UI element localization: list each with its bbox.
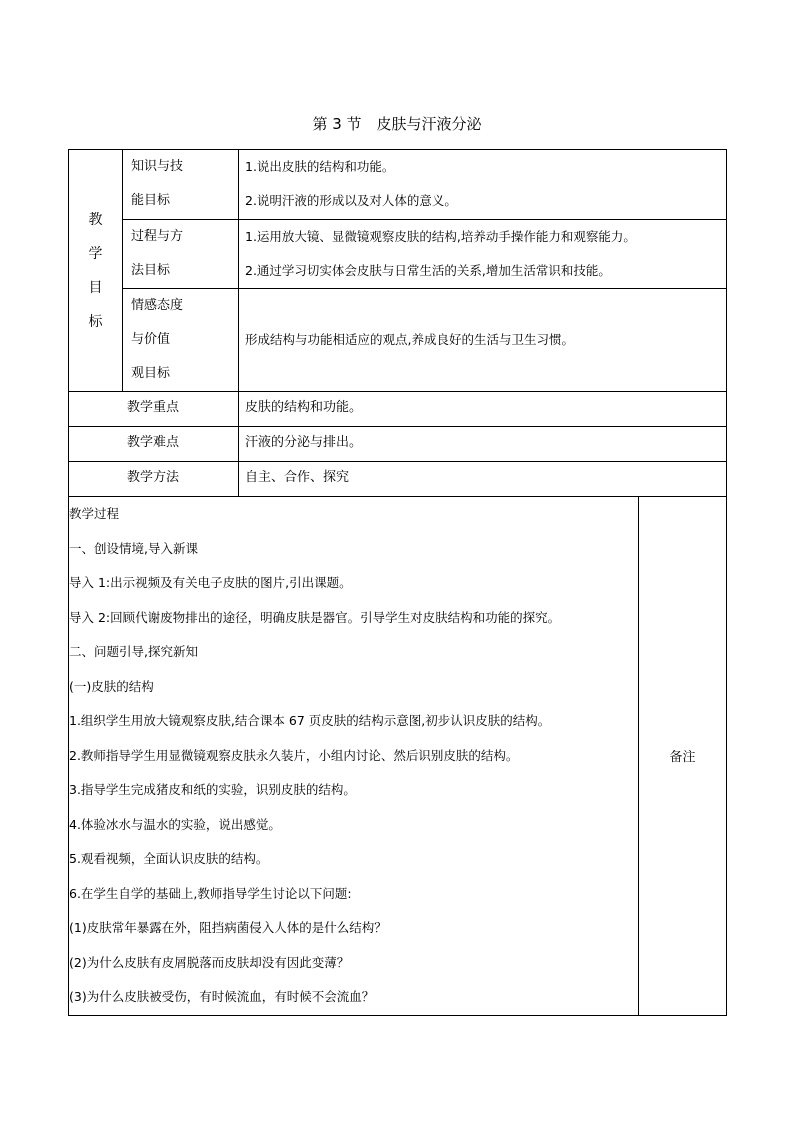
objective-item: 1.运用放大镜、显微镜观察皮肤的结构,培养动手操作能力和观察能力。: [245, 229, 636, 244]
remarks-cell: 备注: [639, 497, 727, 1016]
objective-category-process: 过程与方 法目标: [123, 220, 239, 289]
objective-category-knowledge: 知识与技 能目标: [123, 150, 239, 220]
objective-item: 2.通过学习切实体会皮肤与日常生活的关系,增加生活常识和技能。: [245, 263, 611, 278]
objectives-side-label: 教 学 目 标: [69, 150, 123, 392]
process-line: (3)为什么皮肤被受伤，有时候流血，有时候不会流血？: [69, 989, 375, 1004]
objectives-table: [68, 149, 727, 497]
process-line: 1.组织学生用放大镜观察皮肤,结合课本 67 页皮肤的结构示意图,初步认识皮肤的结构。: [69, 713, 551, 728]
objective-item: 形成结构与功能相适应的观点,养成良好的生活与卫生习惯。: [245, 332, 574, 347]
process-line: 二、问题引导,探究新知: [69, 644, 198, 659]
process-line: 3.指导学生完成猪皮和纸的实验，识别皮肤的结构。: [69, 782, 356, 797]
info-value-key-point: 皮肤的结构和功能。: [239, 392, 727, 427]
info-label-method: 教学方法: [69, 462, 239, 497]
objective-items-process: [239, 220, 727, 289]
process-line: 4.体验冰水与温水的实验，说出感觉。: [69, 816, 281, 832]
process-line: 导入 2:回顾代谢废物排出的途径，明确皮肤是器官。引导学生对皮肤结构和功能的探究。: [69, 609, 561, 625]
objective-item: 1.说出皮肤的结构和功能。: [245, 159, 395, 174]
process-line: 6.在学生自学的基础上,教师指导学生讨论以下问题:: [69, 885, 352, 901]
process-line: 导入 1:出示视频及有关电子皮肤的图片,引出课题。: [69, 575, 352, 590]
objective-category-attitude: 情感态度 与价值 观目标: [123, 289, 239, 392]
process-line: (一)皮肤的结构: [69, 678, 154, 694]
info-value-method: 自主、合作、探究: [239, 462, 727, 497]
process-content: [69, 497, 639, 1016]
process-line: 5.观看视频，全面认识皮肤的结构。: [69, 851, 269, 866]
info-label-difficulty: 教学难点: [69, 427, 239, 462]
objective-items-knowledge: [239, 150, 727, 220]
process-line: 一、创设情境,导入新课: [69, 540, 198, 556]
process-line: (2)为什么皮肤有皮屑脱落而皮肤却没有因此变薄？: [69, 954, 350, 970]
info-value-difficulty: 汗液的分泌与排出。: [239, 427, 727, 462]
page-title: 第 3 节 皮肤与汗液分泌: [312, 115, 482, 133]
objective-item: 2.说明汗液的形成以及对人体的意义。: [245, 193, 457, 208]
process-line: 2.教师指导学生用显微镜观察皮肤永久装片，小组内讨论、然后识别皮肤的结构。: [69, 747, 519, 763]
process-table: [68, 496, 727, 1016]
process-line: (1)皮肤常年暴露在外，阻挡病菌侵入人体的是什么结构？: [69, 920, 387, 935]
info-label-key-point: 教学重点: [69, 392, 239, 427]
process-line: 教学过程: [69, 506, 120, 521]
objective-items-attitude: [239, 289, 727, 392]
